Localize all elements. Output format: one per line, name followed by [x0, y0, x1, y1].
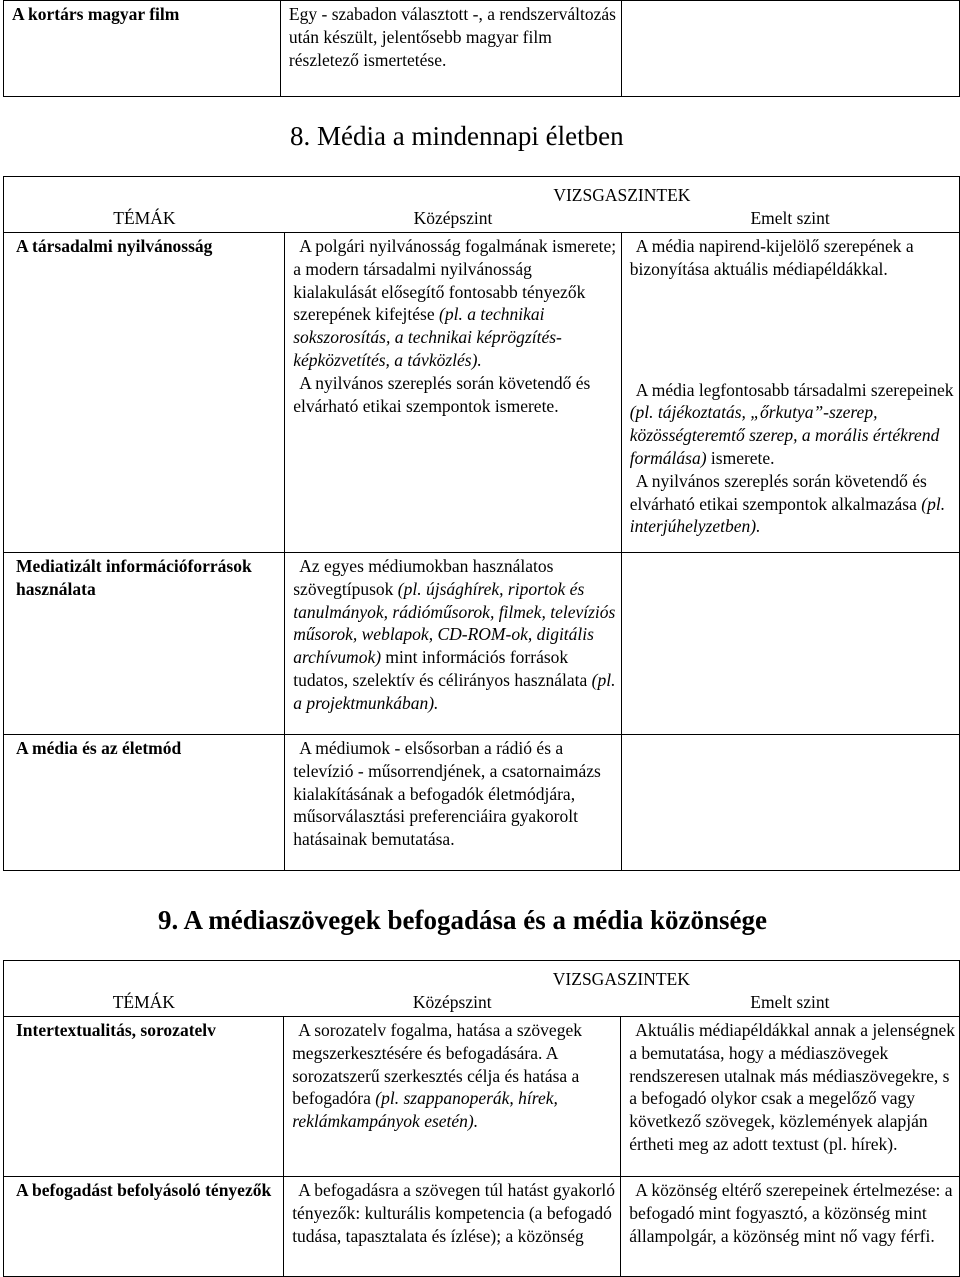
col-mid-label: Középszint [412, 991, 492, 1012]
high-cell [621, 1177, 960, 1277]
high-cell [621, 1017, 960, 1177]
mid-text: mint információs források tudatos, szelektív és célirányos használata [293, 647, 592, 690]
high-paragraph [629, 1019, 955, 1156]
topic-cell [4, 1, 281, 97]
mid-text: A befogadásra a szövegen túl hatást gyakorló tényezők: kulturális kompetencia (a befogadó tudása, tapasztalata és ízlése); a közönség [292, 1180, 616, 1246]
vizsga-label: VIZSGASZINTEK [552, 968, 690, 989]
topic-label: A kortárs magyar film [12, 4, 180, 24]
topic-label: Mediatizált információforrások használata [16, 556, 252, 599]
col-high-label: Emelt szint [750, 207, 830, 228]
col-topics-label: TÉMÁK [113, 207, 176, 228]
topic-cell [4, 233, 285, 553]
mid-cell [280, 1, 621, 97]
col-high-header [621, 207, 959, 233]
section9-title: 9. A médiaszövegek befogadása és a média közönsége [158, 905, 767, 935]
top-table [3, 0, 960, 97]
mid-cell [285, 553, 621, 735]
high-cell [621, 553, 959, 735]
high-paragraph [630, 470, 955, 538]
mid-cell [284, 1017, 621, 1177]
high-text: A média napirend-kijelölő szerepének a bizonyítása aktuális médiapéldákkal. [629, 236, 914, 279]
high-cell [621, 735, 959, 871]
topic-label: A befogadást befolyásoló tényezők [16, 1180, 272, 1200]
high-paragraph [630, 379, 955, 470]
mid-text-italic: (pl. a technikai sokszorosítás, a technikai képrögzítés-képközvetítés, a távközlés). [293, 304, 562, 370]
mid-text-italic: (pl. a projektmunkában). [293, 669, 616, 713]
mid-paragraph [293, 372, 616, 418]
topic-cell [4, 1177, 284, 1277]
high-text: A nyilvános szereplés során követendő és elvárható etikai szempontok alkalmazása [629, 470, 927, 514]
high-paragraph [630, 235, 955, 281]
high-paragraph [629, 1179, 955, 1247]
section9-table [3, 960, 960, 1277]
col-high-header [621, 991, 960, 1017]
mid-text: Egy - szabadon választott -, a rendszerváltozás után készült, jelentősebb magyar film részletező ismertetése. [288, 4, 616, 70]
mid-paragraph [292, 1179, 616, 1247]
mid-text: A nyilvános szereplés során követendő és elvárható etikai szempontok ismerete. [293, 372, 591, 416]
high-text: A média legfontosabb társadalmi szerepeinek [635, 379, 954, 400]
mid-paragraph [293, 555, 616, 715]
high-cell [621, 233, 959, 553]
vizsga-header [284, 961, 960, 991]
mid-text: A polgári nyilvánosság fogalmának ismerete; a modern társadalmi nyilvánosság kialakulását elősegítő fontosabb tényezők szerepének kifejtése [293, 236, 617, 325]
section8-table [3, 176, 960, 871]
mid-cell [284, 1177, 621, 1277]
header-empty-cell [4, 961, 284, 991]
high-text-italic: (pl. interjúhelyzetben). [629, 493, 946, 537]
header-empty-cell [4, 177, 285, 207]
vizsga-label: VIZSGASZINTEK [553, 184, 691, 205]
col-mid-label: Középszint [413, 207, 493, 228]
mid-paragraph [292, 1019, 616, 1133]
topic-label: Intertextualitás, sorozatelv [16, 1020, 216, 1040]
high-cell [621, 1, 959, 97]
mid-cell [285, 233, 621, 553]
high-text: ismerete. [706, 447, 775, 468]
high-text-italic: (pl. tájékoztatás, „őrkutya”-szerep, közösségteremtő szerep, a morális értékrend formálása) [629, 402, 940, 468]
topic-cell [4, 1017, 284, 1177]
col-mid-header [285, 207, 621, 233]
topic-label: A média és az életmód [16, 738, 182, 758]
mid-text-italic: (pl. szappanoperák, hírek, reklámkampányok esetén). [292, 1088, 558, 1132]
topic-label: A társadalmi nyilvánosság [16, 236, 213, 256]
mid-text: A sorozatelv fogalma, hatása a szövegek megszerkesztésére és befogadására. A sorozatszerű szerkesztés célja és hatása a befogadóra [292, 1020, 582, 1109]
vizsga-header [285, 177, 960, 207]
mid-cell [285, 735, 621, 871]
section8-title: 8. Média a mindennapi életben [290, 121, 624, 151]
mid-paragraph [293, 737, 616, 851]
col-topics-label: TÉMÁK [112, 991, 175, 1012]
mid-text-italic: (pl. újsághírek, riportok és tanulmányok, rádióműsorok, filmek, televíziós műsorok, weblapok, CD-ROM-ok, digitális archívumok) [293, 578, 616, 668]
col-topics-header [4, 207, 285, 233]
col-high-label: Emelt szint [750, 991, 830, 1012]
high-text: Aktuális médiapéldákkal annak a jelenségnek a bemutatása, hogy a médiaszövegek rendszeresen utalnak más médiaszövegekre, s a befogadó olykor csak a megelőző vagy következő szövegek, közlemények alapján értheti meg az adott textust (pl. hírek). [629, 1020, 956, 1154]
topic-cell [4, 553, 285, 735]
mid-text: A médiumok - elsősorban a rádió és a televízió - műsorrendjének, a csatornaimázs kialakításának a befogadók életmódjára, műsorválasztási preferenciáira gyakorolt hatásainak bemutatása. [293, 738, 601, 850]
high-text: A közönség eltérő szerepeinek értelmezése: a befogadó mint fogyasztó, a közönség mint állampolgár, a közönség mint nő vagy férfi. [629, 1180, 953, 1246]
col-mid-header [284, 991, 621, 1017]
col-topics-header [4, 991, 284, 1017]
mid-text: Az egyes médiumokban használatos szövegtípusok [293, 556, 554, 599]
topic-cell [4, 735, 285, 871]
mid-paragraph [293, 235, 616, 372]
